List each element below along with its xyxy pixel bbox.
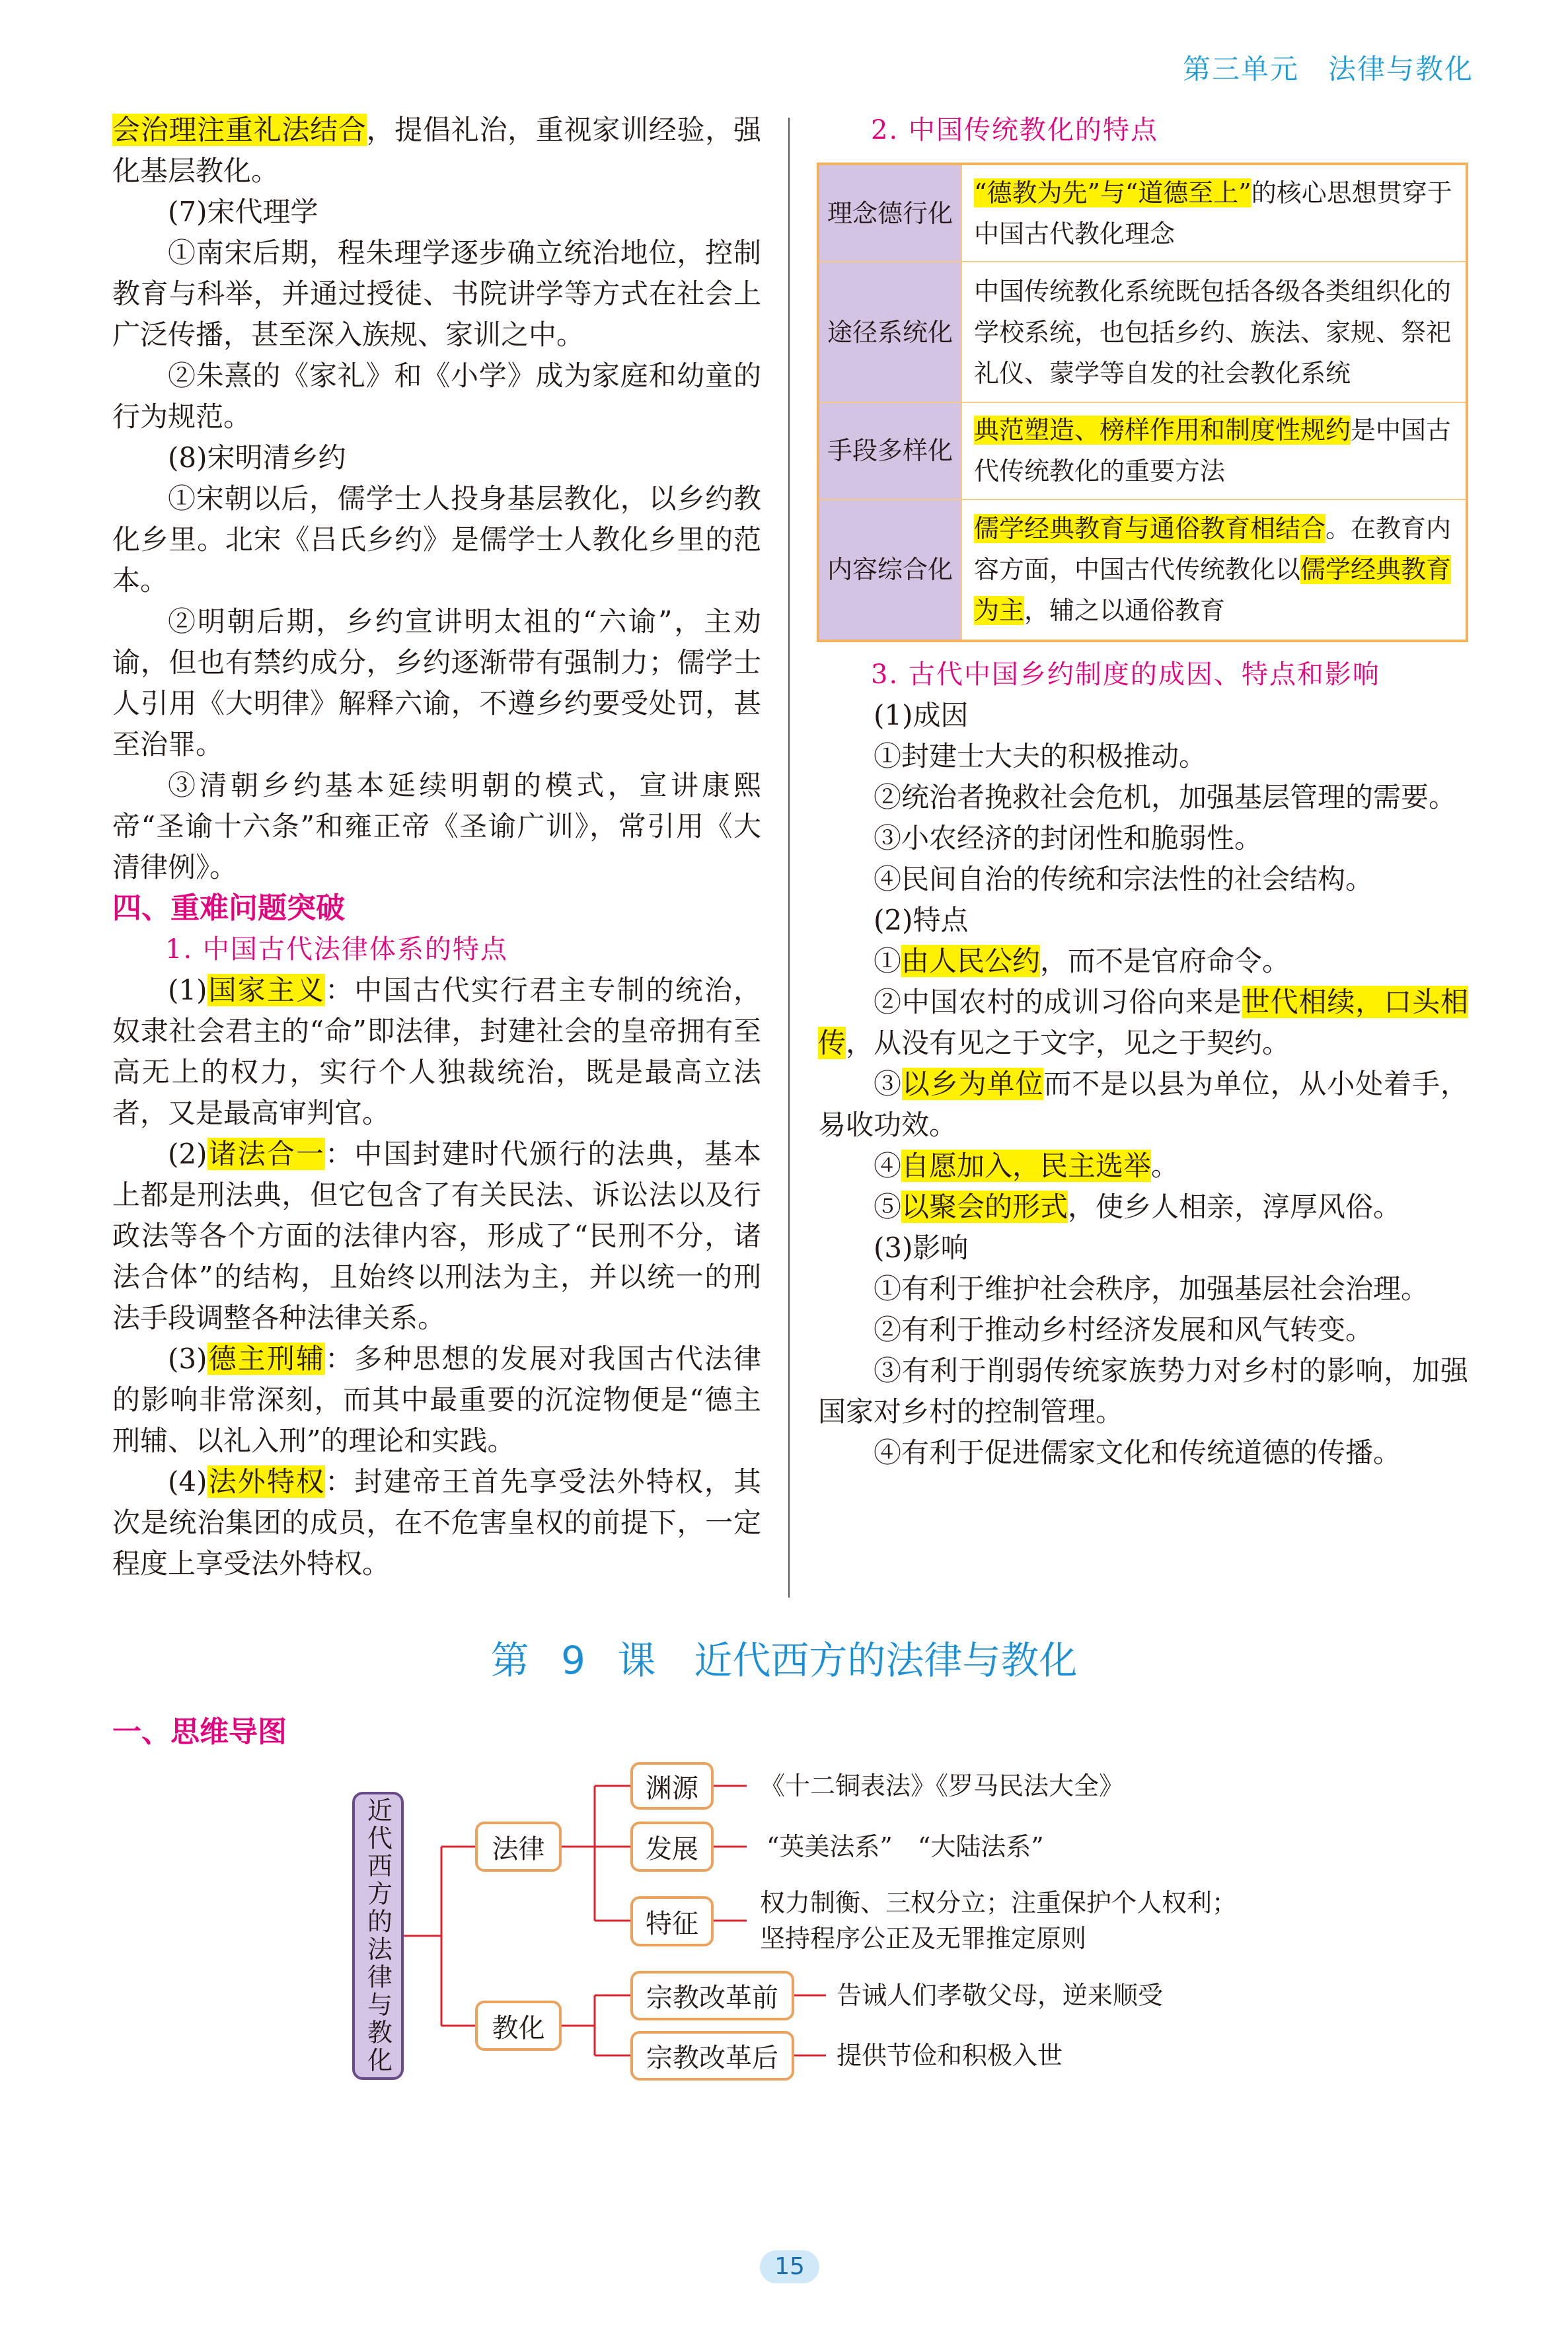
node-feature: 特征: [630, 1896, 714, 1946]
node-law: 法律: [475, 1822, 562, 1872]
law-connector: [562, 1786, 630, 1921]
highlighted-text: 以聚会的形式: [901, 1191, 1068, 1223]
text-segment: ②朱熹的《家礼》和《小学》成为家庭和幼童的行为规范。: [112, 359, 761, 433]
node-education: 教化: [475, 2001, 562, 2051]
text-segment: ，提倡礼治，重视家训经验，强化基层教化。: [112, 114, 761, 187]
highlighted-text: 诸法合一: [207, 1138, 326, 1170]
row-label: 途径系统化: [818, 262, 961, 402]
text-segment: (7)宋代理学: [168, 196, 318, 228]
highlighted-text: 自愿加入，民主选举: [901, 1150, 1152, 1182]
text-segment: 2. 中国传统教化的特点: [871, 115, 1158, 145]
text-segment: (4): [168, 1465, 207, 1498]
highlighted-text: 德主刑辅: [207, 1343, 326, 1375]
text-segment: ①有利于维护社会秩序，加强基层社会治理。: [874, 1273, 1429, 1305]
text-segment: ，而不是官府命令。: [1040, 945, 1290, 977]
highlighted-text: 以乡为单位: [901, 1068, 1044, 1100]
text-segment: 中国传统教化系统既包括各级各类组织化的学校系统，也包括乡约、族法、家规、祭祀礼仪、蒙学等自发的社会教化系统: [974, 276, 1452, 388]
text-segment: ，从没有见之于文字，见之于契约。: [846, 1027, 1290, 1059]
highlighted-text: 世代相续，口头相传: [818, 986, 1468, 1059]
text-segment: ③有利于削弱传统家族势力对乡村的影响，加强国家对乡村的控制管理。: [818, 1354, 1468, 1428]
text-segment: ④民间自治的传统和宗法性的社会结构。: [874, 863, 1374, 895]
text-segment: ②明朝后期，乡约宣讲明太祖的“六谕”，主劝谕，但也有禁约成分，乡约逐渐带有强制力；儒学士人引用《大明律》解释六谕，不遵乡约要受处罚，甚至治罪。: [112, 605, 761, 760]
text-segment: ：中国古代实行君主专制的统治，奴隶社会君主的“命”即法律，封建社会的皇帝拥有至高无上的权力，实行个人独裁统治，既是最高立法者，又是最高审判官。: [112, 974, 761, 1129]
node-development: 发展: [630, 1822, 714, 1872]
text-segment: ①宋朝以后，儒学士人投身基层教化，以乡约教化乡里。北宋《吕氏乡约》是儒学士人教化乡里的范本。: [112, 482, 761, 597]
mindmap-heading: 一、思维导图: [112, 1715, 287, 1749]
after-reformation-text: 提供节俭和积极入世: [837, 2041, 1063, 2070]
before-reformation-text: 告诫人们孝敬父母，逆来顺受: [837, 1981, 1164, 2010]
text-segment: 1. 中国古代法律体系的特点: [165, 934, 508, 965]
origin-text: 《十二铜表法》《罗马民法大全》: [760, 1771, 1125, 1800]
feature-text-2: 坚持程序公正及无罪推定原则: [760, 1924, 1087, 1953]
highlighted-text: 儒学经典教育为主: [974, 555, 1452, 626]
highlighted-text: 国家主义: [207, 974, 326, 1006]
text-segment: (8)宋明清乡约: [168, 441, 346, 474]
text-segment: ，使乡人相亲，淳厚风俗。: [1068, 1191, 1401, 1223]
text-segment: ，辅之以通俗教育: [1024, 596, 1226, 626]
text-segment: ③清朝乡约基本延续明朝的模式，宣讲康熙帝“圣谕十六条”和雍正帝《圣谕广训》，常引用《大清律例》。: [112, 769, 761, 883]
node-before-reformation: 宗教改革前: [630, 1971, 794, 2020]
text-segment: 是中国古代传统教化的重要方法: [974, 416, 1452, 486]
row-label: 手段多样化: [818, 402, 961, 499]
node-origin: 渊源: [630, 1762, 714, 1810]
text-segment: ①: [874, 945, 902, 977]
text-segment: 。: [1151, 1150, 1179, 1182]
text-segment: ：封建帝王首先享受法外特权，其次是统治集团的成员，在不危害皇权的前提下，一定程度上享受法外特权。: [112, 1465, 761, 1580]
highlighted-text: 会治理注重礼法结合: [112, 114, 367, 146]
text-segment: (1)成因: [874, 699, 969, 731]
development-text: “英美法系” “大陆法系”: [766, 1832, 1044, 1861]
mindmap-root-node: 近代西方的法律与教化: [352, 1792, 404, 2080]
edu-connector: [562, 1995, 630, 2055]
page-number: 15: [760, 2250, 819, 2283]
text-segment: (2): [168, 1138, 207, 1170]
text-segment: ⑤: [874, 1191, 902, 1223]
unit-header: 第三单元 法律与教化: [1183, 53, 1474, 85]
text-segment: 四、重难问题突破: [112, 891, 345, 925]
text-segment: ①封建士大夫的积极推动。: [874, 740, 1207, 772]
root-connector: [404, 1847, 475, 2026]
text-segment: ②统治者挽救社会危机，加强基层管理的需要。: [874, 781, 1457, 813]
text-segment: ②有利于推动乡村经济发展和风气转变。: [874, 1313, 1374, 1346]
highlighted-text: 儒学经典教育与通俗教育相结合: [974, 514, 1326, 544]
text-segment: 而不是以县为单位，从小处着手，易收功效。: [818, 1068, 1468, 1141]
text-segment: 的核心思想贯穿于中国古代教化理念: [974, 178, 1452, 248]
text-segment: ③: [874, 1068, 902, 1100]
row-label: 内容综合化: [818, 499, 961, 641]
text-segment: (2)特点: [874, 904, 969, 936]
text-segment: ④有利于促进儒家文化和传统道德的传播。: [874, 1436, 1401, 1469]
text-segment: ：中国封建时代颁行的法典，基本上都是刑法典，但它包含了有关民法、诉讼法以及行政法等各个方面的法律内容，形成了“民刑不分，诸法合体”的结构，且始终以刑法为主，并以统一的刑法手段调整各种法律关系。: [112, 1138, 761, 1334]
row-label: 理念德行化: [818, 164, 961, 262]
text-segment: ②中国农村的成训习俗向来是: [874, 986, 1242, 1018]
text-segment: 。在教育内容方面，中国古代传统教化以: [974, 514, 1452, 585]
highlighted-text: “德教为先”与“道德至上”: [974, 178, 1251, 207]
text-segment: ①南宋后期，程朱理学逐步确立统治地位，控制教育与科举，并通过授徒、书院讲学等方式在社会上广泛传播，甚至深入族规、家训之中。: [112, 237, 761, 351]
lesson-title: 第 9 课 近代西方的法律与教化: [490, 1638, 1078, 1683]
text-segment: ③小农经济的封闭性和脆弱性。: [874, 822, 1263, 854]
feature-text-1: 权力制衡、三权分立；注重保护个人权利；: [760, 1888, 1238, 1917]
text-segment: (3): [168, 1343, 207, 1375]
node-after-reformation: 宗教改革后: [630, 2031, 794, 2081]
highlighted-text: 由人民公约: [901, 945, 1041, 977]
highlighted-text: 法外特权: [207, 1465, 326, 1498]
text-segment: ：多种思想的发展对我国古代法律的影响非常深刻，而其中最重要的沉淀物便是“德主刑辅、以礼入刑”的理论和实践。: [112, 1343, 761, 1457]
text-segment: 3. 古代中国乡约制度的成因、特点和影响: [871, 659, 1380, 690]
text-segment: (1): [168, 974, 207, 1006]
text-segment: ④: [874, 1150, 902, 1182]
text-segment: (3)影响: [874, 1232, 969, 1264]
highlighted-text: 典范塑造、榜样作用和制度性规约: [974, 416, 1351, 445]
